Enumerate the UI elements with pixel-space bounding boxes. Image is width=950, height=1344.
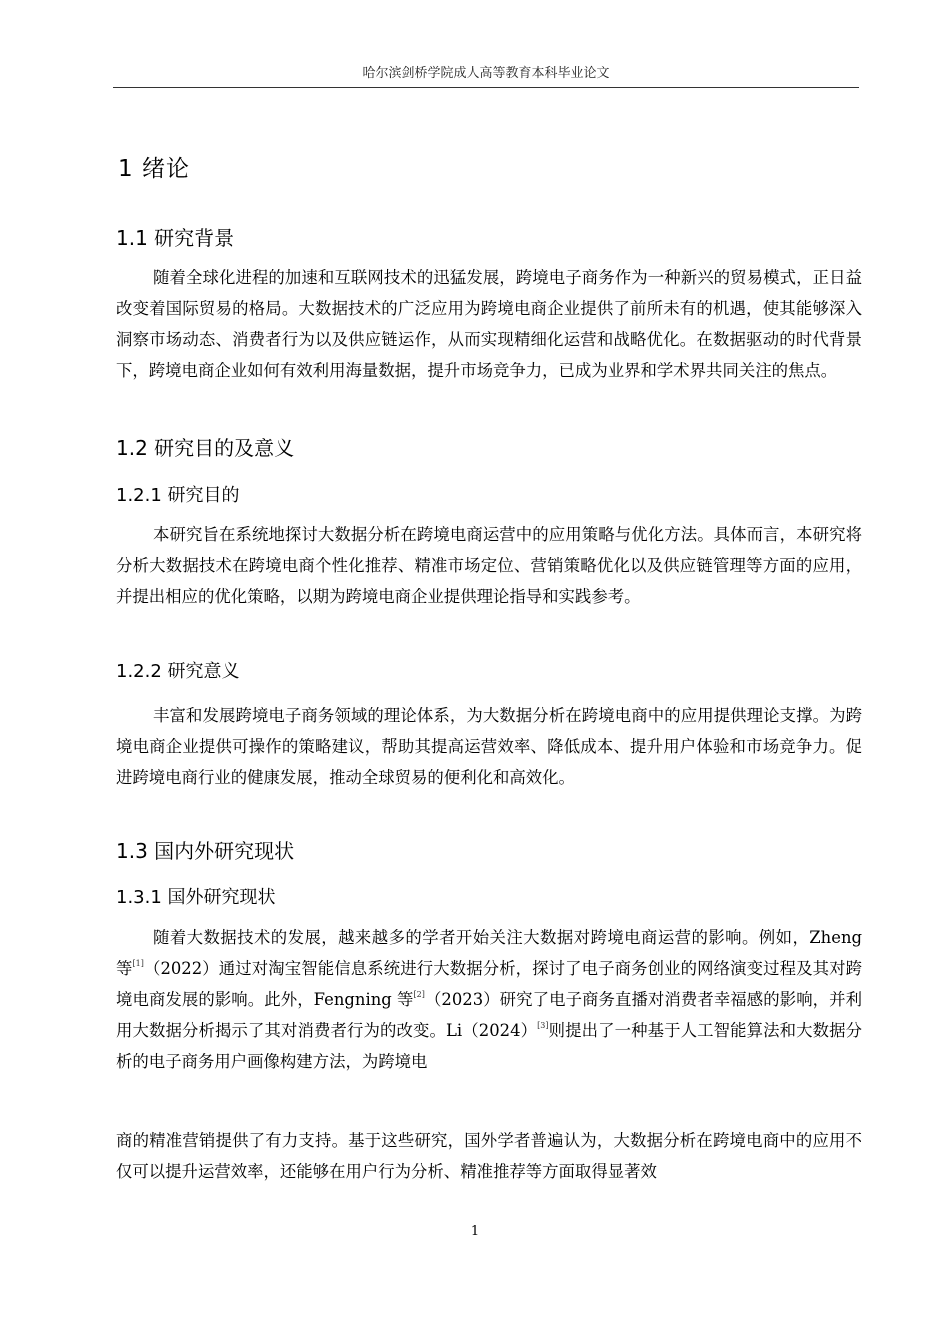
section-heading-1-3: 1.3 国内外研究现状 — [116, 839, 295, 863]
section-1-1-body: 随着全球化进程的加速和互联网技术的迅猛发展，跨境电子商务作为一种新兴的贸易模式，正日益改变着国际贸易的格局。大数据技术的广泛应用为跨境电商企业提供了前所未有的机遇，使其能够深入洞察市场动态、消费者行为以及供应链运作，从而实现精细化运营和战略优化。在数据驱动的时代背景下，跨境电商企业如何有效利用海量数据，提升市场竞争力，已成为业界和学术界共同关注的焦点。 — [116, 268, 862, 380]
section-heading-1-2-2: 1.2.2 研究意义 — [116, 661, 240, 682]
section-1-3-1-paragraph-2: 商的精准营销提供了有力支持。基于这些研究，国外学者普遍认为，大数据分析在跨境电商中的应用不仅可以提升运营效率，还能够在用户行为分析、精准推荐等方面取得显著效 — [116, 1131, 862, 1181]
section-heading-1-1: 1.1 研究背景 — [116, 226, 235, 250]
running-header: 哈尔滨剑桥学院成人高等教育本科毕业论文 — [362, 66, 610, 81]
header-divider — [113, 87, 859, 88]
page-number: 1 — [470, 1224, 480, 1239]
paragraph-text: （2023）研究了电子商务直播对消费者幸福感的影响，并利用大数据分析揭示了其对消费者行为的改变。Li（2024） — [116, 990, 862, 1040]
section-heading-1-3-1: 1.3.1 国外研究现状 — [116, 887, 276, 908]
citation-1[interactable]: [1] — [132, 959, 144, 968]
paragraph-text: 随着大数据技术的发展，越来越多的学者开始关注大数据对跨境电商运营的影响。例如，Zheng 等 — [116, 928, 862, 978]
citation-2[interactable]: [2] — [413, 990, 425, 999]
section-1-2-2-body: 丰富和发展跨境电子商务领域的理论体系，为大数据分析在跨境电商中的应用提供理论支撑。为跨境电商企业提供可操作的策略建议，帮助其提高运营效率、降低成本、提升用户体验和市场竞争力。促进跨境电商行业的健康发展，推动全球贸易的便利化和高效化。 — [116, 706, 862, 787]
citation-3[interactable]: [3] — [537, 1021, 549, 1030]
section-1-2-1-body: 本研究旨在系统地探讨大数据分析在跨境电商运营中的应用策略与优化方法。具体而言，本研究将分析大数据技术在跨境电商个性化推荐、精准市场定位、营销策略优化以及供应链管理等方面的应用，并提出相应的优化策略，以期为跨境电商企业提供理论指导和实践参考。 — [116, 525, 862, 606]
section-heading-1-2-1: 1.2.1 研究目的 — [116, 485, 240, 506]
paragraph-text: 则提出了一种基于人工智能算法和大数据分析的电子商务用户画像构建方法，为跨境电 — [116, 1021, 862, 1071]
paragraph-text: （2022）通过对淘宝智能信息系统进行大数据分析，探讨了电子商务创业的网络演变过程及其对跨境电商发展的影响。此外，Fengning 等 — [116, 959, 862, 1009]
chapter-title: 1 绪论 — [118, 156, 190, 182]
section-heading-1-2: 1.2 研究目的及意义 — [116, 436, 295, 460]
section-1-3-1-paragraph-1 — [116, 922, 862, 1077]
